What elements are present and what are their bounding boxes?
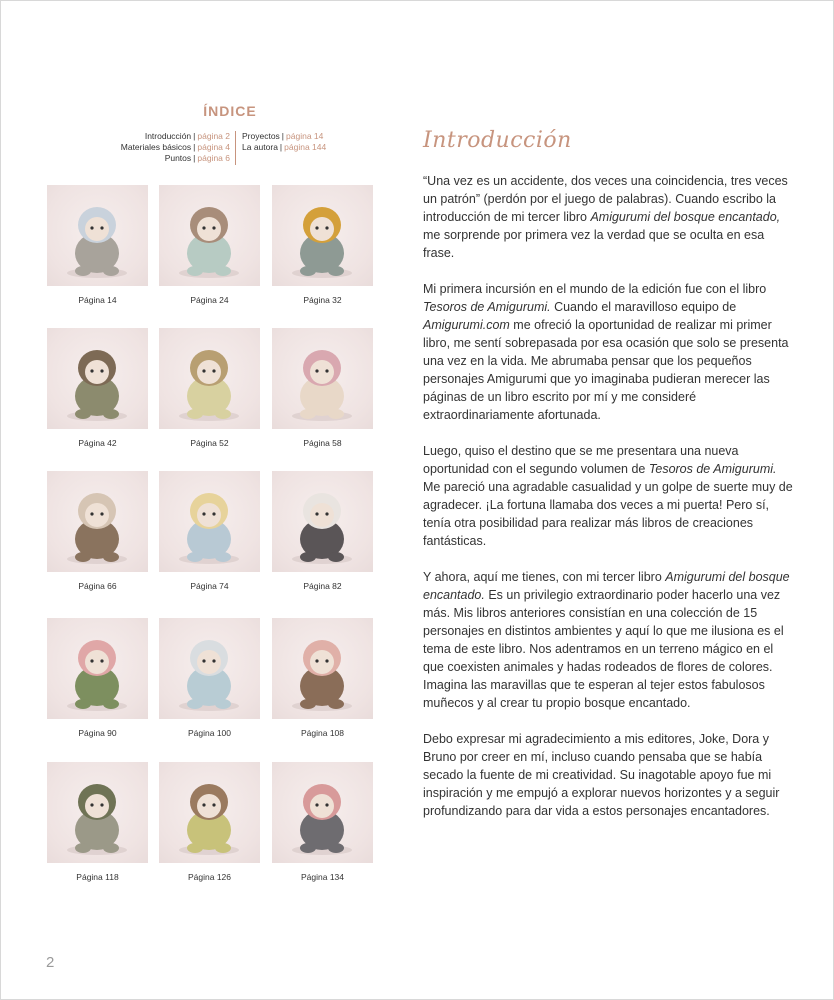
project-caption: Página 74 <box>190 581 229 591</box>
project-caption: Página 82 <box>303 581 342 591</box>
project-caption: Página 24 <box>190 295 229 305</box>
intro-paragraph: Luego, quiso el destino que se me presentara una nueva oportunidad con el segundo volumen de Tesoros de Amigurumi. Me pareció una agradable casualidad y un golpe de suerte muy de agradecer. ¡La fortuna llamaba dos veces a mi puerta! Pero sí, tenía otra posibilidad para realizar más libros de creaciones fantásticas. <box>423 444 793 548</box>
project-thumbnail[interactable] <box>47 328 148 429</box>
intro-paragraph: Debo expresar mi agradecimiento a mis editores, Joke, Dora y Bruno por creer en mí, incluso cuando pensaba que se había secado la fuente de mi creatividad. Su inagotable apoyo fue mi inspiración y me empujó a explorar nuevos horizontes y a seguir profundizando para dar vida a estos personajes encantadores. <box>423 732 780 818</box>
project-caption: Página 100 <box>187 728 231 738</box>
pinecone-fairy-amigurumi <box>159 762 260 863</box>
project-thumbnail[interactable] <box>272 471 373 572</box>
project-thumbnail[interactable] <box>159 471 260 572</box>
project-caption: Página 118 <box>76 872 119 882</box>
project-caption: Página 134 <box>300 872 344 882</box>
project-thumbnail[interactable] <box>47 762 148 863</box>
intro-paragraph: “Una vez es un accidente, dos veces una coincidencia, tres veces un patrón” (perdón por el juego de palabras). Cuando escribo la introducción de mi tercer libro Amigurumi del bosque encantado, me sorprende por primera vez la verdad que se oculta en esa frase. <box>423 174 788 260</box>
project-thumbnail[interactable] <box>272 328 373 429</box>
bee-amigurumi <box>159 328 260 429</box>
intro-body <box>423 172 793 838</box>
toc-entry[interactable]: Introducción | página 2 <box>144 131 230 141</box>
project-thumbnail[interactable] <box>47 618 148 719</box>
project-caption: Página 126 <box>187 872 231 882</box>
intro-paragraph: Mi primera incursión en el mundo de la edición fue con el libro Tesoros de Amigurumi. Cuando el maravilloso equipo de Amigurumi.com me ofreció la oportunidad de realizar mi primer libro, me sentí sobrepasada por esa ocasión que solo se presenta una vez en la vida. Me abrumaba pensar que los pequeños personajes Amigurumi que yo imaginaba pudieran merecer las páginas de un libro escrito por mí y me consideré extraordinariamente afortunada. <box>423 282 789 422</box>
toc-entry[interactable]: Materiales básicos | página 4 <box>120 142 230 152</box>
project-thumbnail[interactable] <box>159 328 260 429</box>
project-thumbnail[interactable] <box>159 762 260 863</box>
owl-amigurumi <box>272 762 373 863</box>
acorn-boy-amigurumi <box>47 328 148 429</box>
project-thumbnail[interactable] <box>272 762 373 863</box>
mouse-amigurumi <box>159 618 260 719</box>
project-thumbnail[interactable] <box>272 185 373 286</box>
index-title: ÍNDICE <box>203 103 257 119</box>
project-thumbnail[interactable] <box>159 618 260 719</box>
project-thumbnail[interactable] <box>159 185 260 286</box>
badger-amigurumi <box>272 471 373 572</box>
toc-right-column <box>242 131 362 153</box>
bear-girl-amigurumi <box>272 618 373 719</box>
project-caption: Página 14 <box>78 295 117 305</box>
toc-left-column <box>100 131 230 164</box>
toc-divider <box>235 131 236 165</box>
project-caption: Página 90 <box>78 728 117 738</box>
intro-paragraph: Y ahora, aquí me tienes, con mi tercer libro Amigurumi del bosque encantado. Es un privilegio extraordinario poder hacerlo una vez más. Mis libros anteriores consistían en una colección de 15 personajes en distintos ambientes y aquí lo que me ilusiona es el tema de este libro. Nos adentramos en un terreno mágico en el que coexisten animales y hadas rodeados de flores de colores. Imagina las maravillas que te esperan al tejer estos fabulosos muñecos y al crear tu propio bosque encantado. <box>423 570 790 710</box>
hedgehog-brown-amigurumi <box>47 471 148 572</box>
toc-entry[interactable]: La autora | página 144 <box>242 142 327 152</box>
page-number: 2 <box>46 954 55 971</box>
project-caption: Página 108 <box>300 728 344 738</box>
flower-fairy-amigurumi <box>159 471 260 572</box>
intro-heading: Introducción <box>423 128 572 153</box>
rabbit-amigurumi <box>47 762 148 863</box>
toc-entry[interactable]: Proyectos | página 14 <box>242 131 324 141</box>
girl-mushroom-amigurumi <box>47 618 148 719</box>
project-caption: Página 58 <box>303 438 342 448</box>
project-caption: Página 32 <box>303 295 342 305</box>
hedgehog-amigurumi <box>159 185 260 286</box>
bat-amigurumi <box>47 185 148 286</box>
toc-entry[interactable]: Puntos | página 6 <box>164 153 230 163</box>
fairy-amigurumi <box>272 328 373 429</box>
project-caption: Página 66 <box>78 581 117 591</box>
project-thumbnail[interactable] <box>47 471 148 572</box>
project-thumbnail[interactable] <box>272 618 373 719</box>
project-caption: Página 42 <box>78 438 117 448</box>
project-thumbnail[interactable] <box>47 185 148 286</box>
frog-amigurumi <box>272 185 373 286</box>
project-caption: Página 52 <box>190 438 229 448</box>
